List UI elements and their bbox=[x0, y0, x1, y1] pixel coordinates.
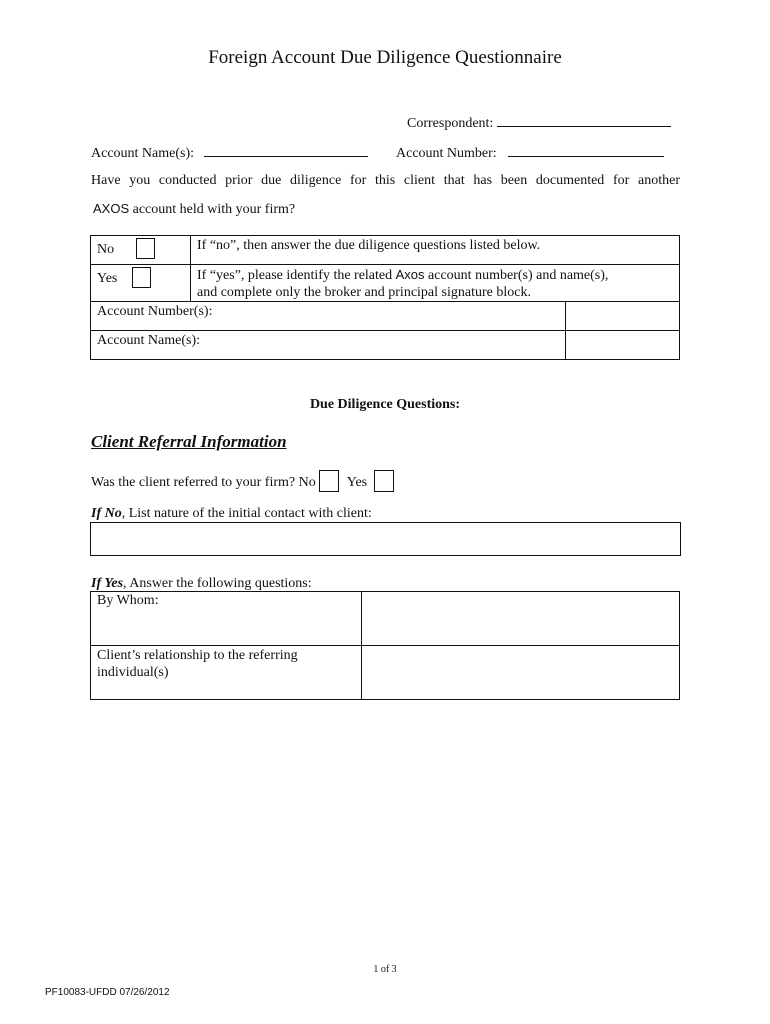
referral-yes-checkbox[interactable] bbox=[374, 470, 394, 492]
if-no-text: , List nature of the initial contact with client: bbox=[121, 506, 372, 521]
account-number-row bbox=[396, 143, 664, 162]
referral-table bbox=[90, 591, 680, 700]
relationship-label bbox=[91, 646, 362, 700]
account-number-label: Account Number: bbox=[396, 146, 497, 161]
if-yes-label: If Yes bbox=[91, 576, 124, 591]
document-title: Foreign Account Due Diligence Questionnaire bbox=[208, 47, 562, 68]
if-no-instruction bbox=[91, 506, 372, 522]
client-referral-heading: Client Referral Information bbox=[91, 432, 287, 451]
yes-option-instructions bbox=[191, 265, 680, 302]
referral-question-row bbox=[91, 470, 394, 492]
by-whom-label: By Whom: bbox=[91, 592, 362, 646]
account-names-label-cell: Account Name(s): bbox=[91, 331, 566, 360]
page-number: 1 of 3 bbox=[373, 964, 397, 975]
due-diligence-heading: Due Diligence Questions: bbox=[309, 397, 461, 412]
referral-no-checkbox[interactable] bbox=[319, 470, 339, 492]
account-names-field[interactable] bbox=[204, 143, 368, 157]
yes-checkbox[interactable] bbox=[132, 267, 151, 288]
if-no-label: If No bbox=[91, 506, 122, 521]
yes-text-end: account number(s) and name(s), bbox=[424, 268, 609, 283]
yes-option-label: Yes bbox=[97, 271, 118, 286]
account-numbers-label: Account Number(s): bbox=[91, 302, 566, 331]
correspondent-field[interactable] bbox=[497, 113, 671, 127]
if-yes-text: , Answer the following questions: bbox=[123, 576, 312, 591]
by-whom-field[interactable] bbox=[362, 592, 680, 646]
prior-question-text: account held with your firm? bbox=[129, 202, 296, 217]
brand-name: Axos bbox=[395, 267, 425, 282]
account-names-input-cell[interactable] bbox=[566, 331, 680, 360]
no-option-label: No bbox=[97, 242, 115, 257]
account-names-row bbox=[91, 143, 368, 162]
account-names-label: Account Name(s): bbox=[91, 146, 195, 161]
no-option-cell bbox=[91, 236, 191, 265]
correspondent-row bbox=[407, 113, 671, 132]
relationship-line1: Client’s relationship to the referring bbox=[97, 648, 298, 663]
no-option-instructions: If “no”, then answer the due diligence questions listed below. bbox=[191, 236, 680, 265]
account-number-field[interactable] bbox=[508, 143, 664, 157]
correspondent-label: Correspondent: bbox=[407, 116, 494, 131]
yes-text-start: If “yes”, please identify the related bbox=[197, 268, 396, 283]
referral-yes-label: Yes bbox=[346, 475, 368, 490]
relationship-field[interactable] bbox=[362, 646, 680, 700]
prior-due-diligence-table bbox=[90, 235, 680, 360]
account-numbers-field[interactable] bbox=[566, 302, 680, 331]
referral-question: Was the client referred to your firm? No bbox=[91, 475, 316, 490]
no-checkbox[interactable] bbox=[136, 238, 155, 259]
prior-question-line2 bbox=[93, 201, 295, 218]
relationship-line2: individual(s) bbox=[97, 665, 169, 680]
form-id: PF10083-UFDD 07/26/2012 bbox=[45, 987, 170, 998]
yes-option-cell bbox=[91, 265, 191, 302]
yes-text-line2: and complete only the broker and principal signature block. bbox=[197, 285, 531, 300]
if-yes-instruction bbox=[91, 576, 312, 592]
brand-name: AXOS bbox=[93, 201, 130, 216]
prior-question-line1: Have you conducted prior due diligence for this client that has been documented for another bbox=[91, 173, 680, 188]
initial-contact-field[interactable] bbox=[90, 522, 681, 556]
